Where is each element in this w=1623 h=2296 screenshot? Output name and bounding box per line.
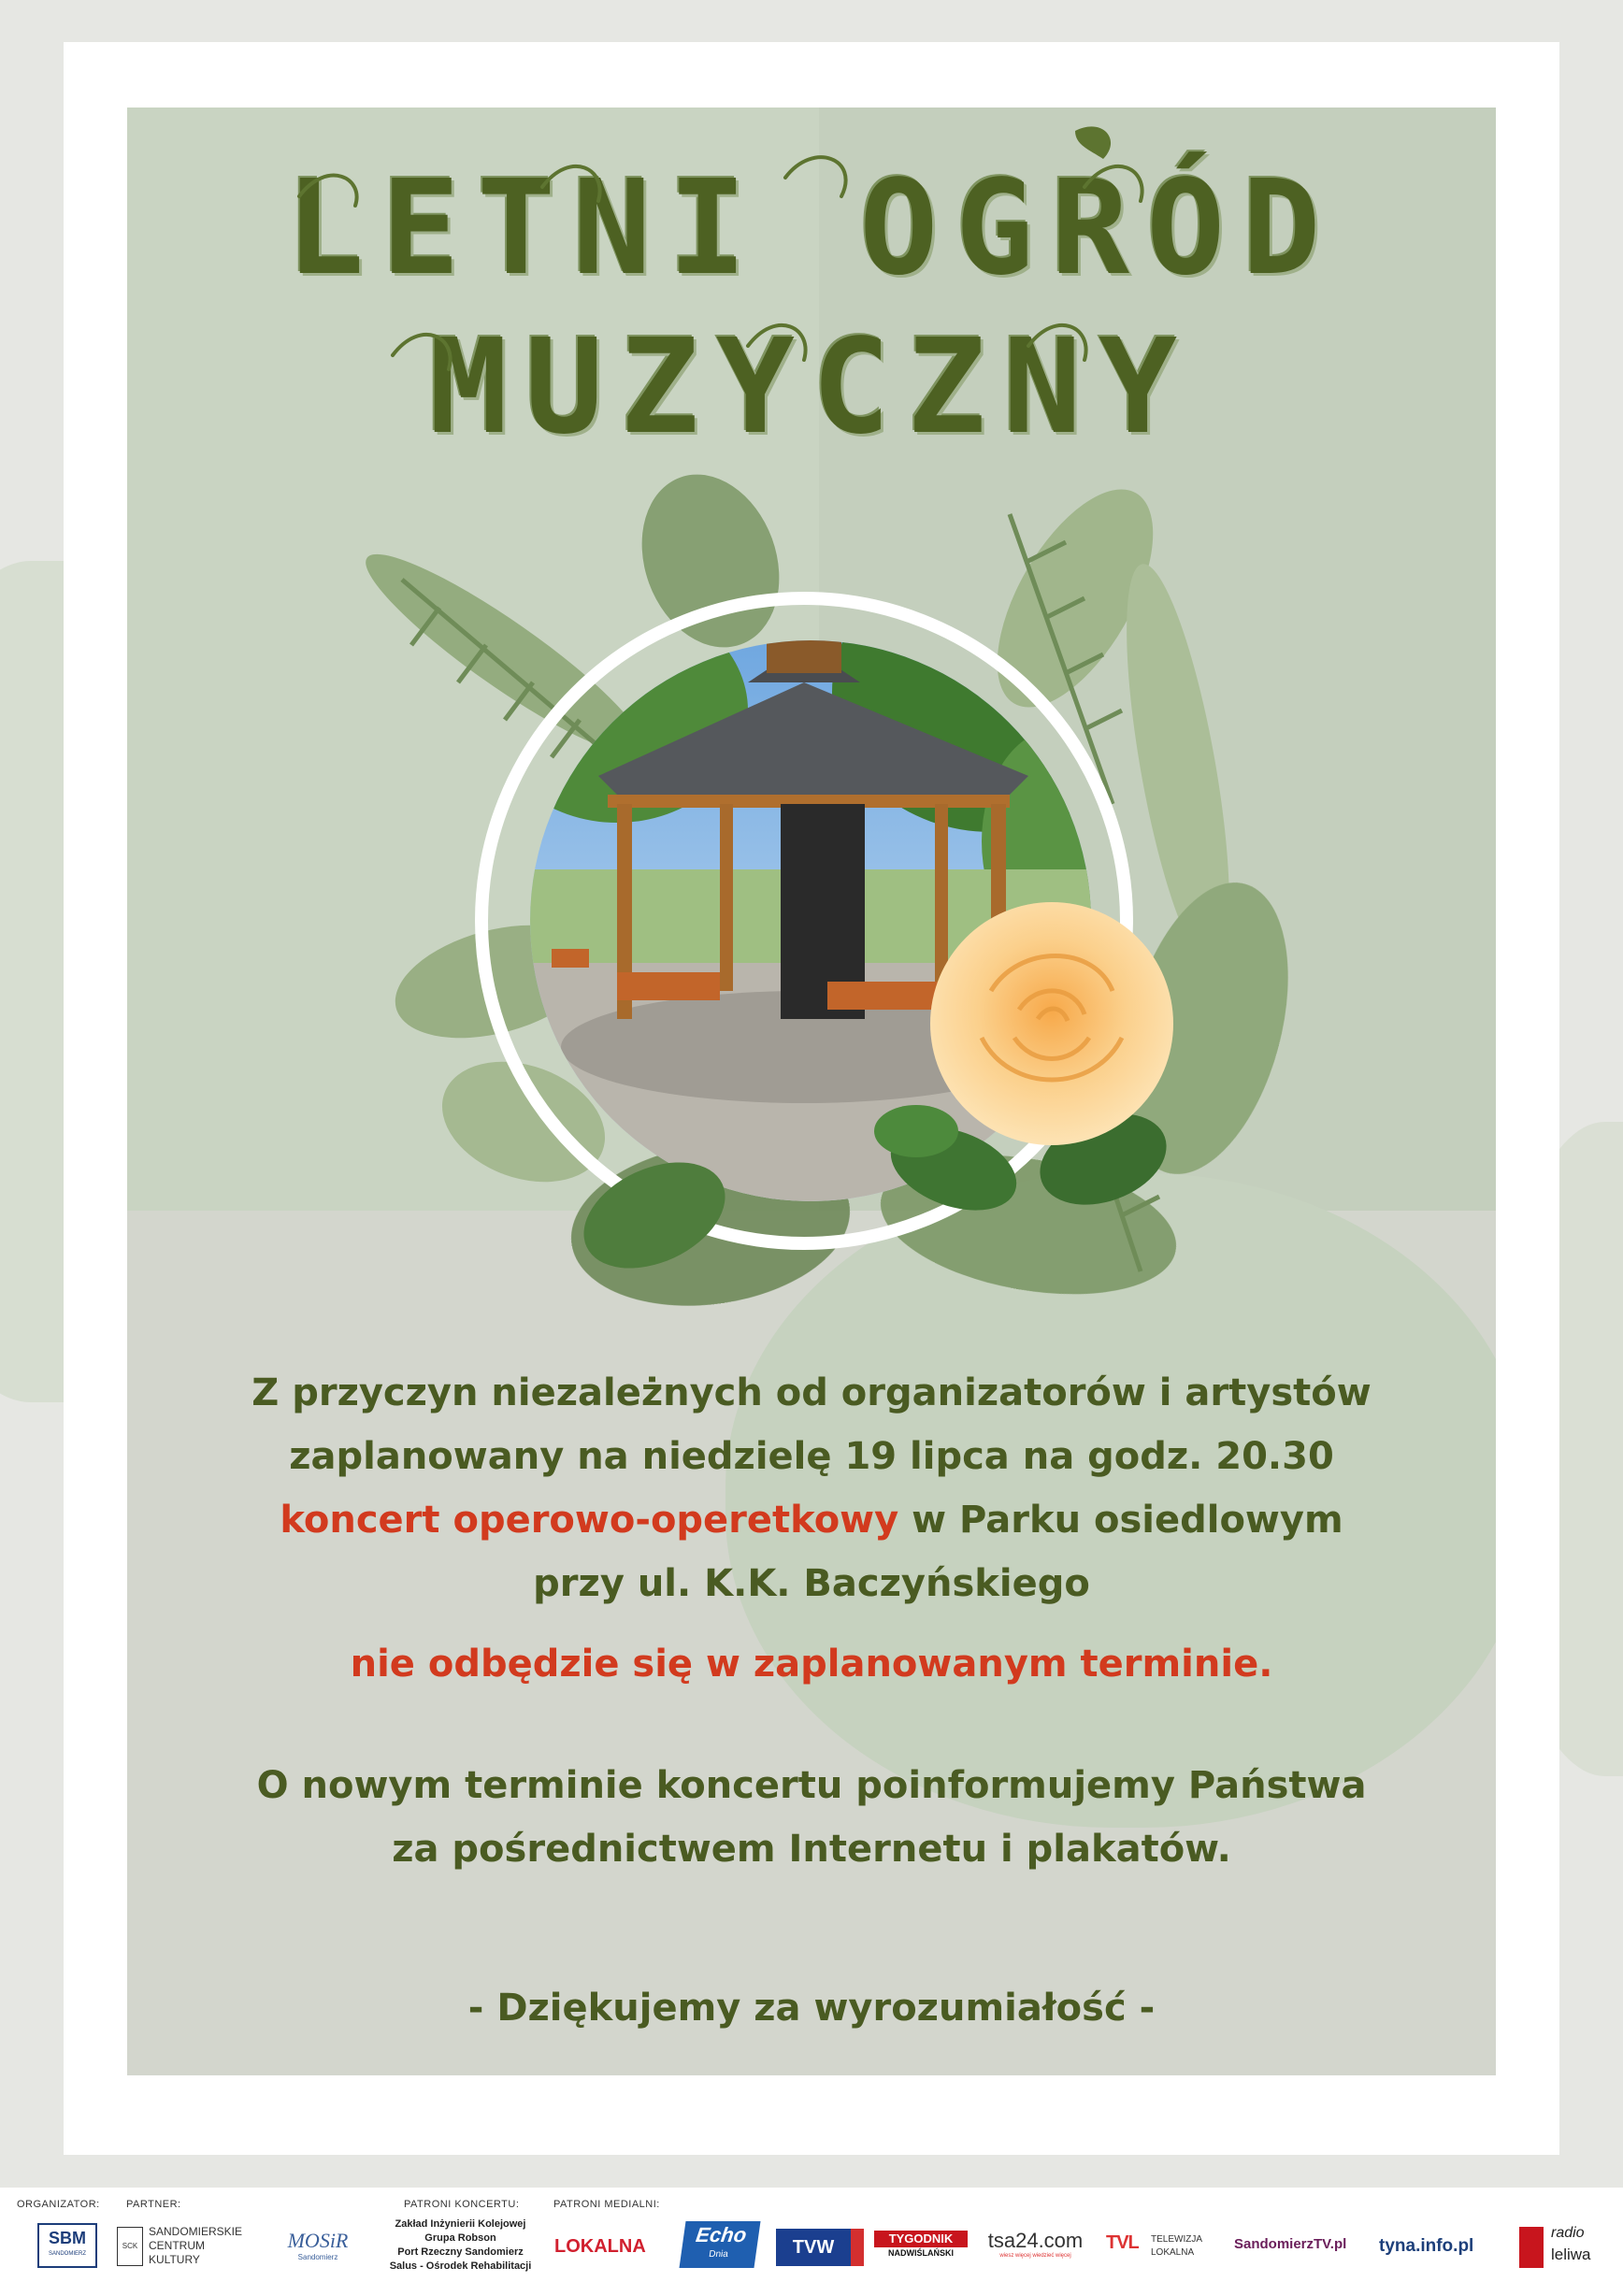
sponsor-footer: [0, 2188, 1623, 2296]
mosir-logo: MOSiR Sandomierz: [287, 2229, 349, 2261]
tvw-logo: TVW: [776, 2229, 864, 2266]
radio-leliwa-logo: radio leliwa: [1519, 2225, 1613, 2272]
sandomierz-tv-logo: SandomierzTV.pl: [1234, 2236, 1347, 2252]
concert-patrons-label: PATRONI KONCERTU:: [404, 2199, 520, 2210]
rose-flower: [930, 902, 1173, 1145]
tygodnik-logo: TYGODNIK NADWIŚLAŃSKI: [874, 2231, 968, 2259]
sck-emblem-icon: SCK: [117, 2227, 143, 2266]
poster-title-line-1: LETNI OGRÓD: [285, 152, 1338, 305]
announcement-location: w Parku osiedlowym: [898, 1499, 1343, 1542]
cancellation-notice: nie odbędzie się w zaplanowanym terminie.: [350, 1643, 1273, 1686]
radio-leliwa-mark-icon: [1519, 2227, 1544, 2268]
sck-logo: SCK SANDOMIERSKIE CENTRUM KULTURY: [117, 2223, 257, 2270]
tsa24-logo: tsa24.com wiesz więcej wiedzieć więcej: [987, 2229, 1084, 2259]
reschedule-line-2: za pośrednictwem Internetu i plakatów.: [392, 1828, 1231, 1871]
telewizja-lokalna-logo: TVL TELEWIZJA LOKALNA: [1106, 2232, 1203, 2258]
reschedule-line-1: O nowym terminie koncertu poinformujemy Państwa: [256, 1764, 1367, 1807]
announcement-line-4: przy ul. K.K. Baczyńskiego: [533, 1562, 1090, 1605]
poster-title-line-2: MUZYCZNY: [428, 311, 1195, 464]
sbm-logo: SBM SANDOMIERZ: [37, 2223, 97, 2268]
announcement-line-2: zaplanowany na niedzielę 19 lipca na godz. 20.30: [289, 1435, 1334, 1478]
concert-type-highlight: koncert operowo-operetkowy: [280, 1499, 899, 1542]
organizer-label: ORGANIZATOR:: [17, 2199, 100, 2210]
announcement-line-3: [127, 1494, 1496, 1546]
media-patrons-label: PATRONI MEDIALNI:: [553, 2199, 660, 2210]
partner-label: PARTNER:: [126, 2199, 181, 2210]
announcement-line-1: Z przyczyn niezależnych od organizatorów i artystów: [251, 1371, 1372, 1414]
lokalna-logo: LOKALNA: [554, 2236, 646, 2257]
tyna-logo: tyna.info.pl: [1379, 2236, 1474, 2256]
echo-dnia-logo: Echo Dnia: [679, 2221, 760, 2268]
tvl-mark-icon: TVL: [1106, 2232, 1139, 2253]
closing-thanks: - Dziękujemy za wyrozumiałość -: [467, 1987, 1156, 2030]
concert-patrons-list: Zakład Inżynierii Kolejowej Grupa Robson Port Rzeczny Sandomierz Salus - Ośrodek Rehabilitacji: [389, 2218, 532, 2272]
